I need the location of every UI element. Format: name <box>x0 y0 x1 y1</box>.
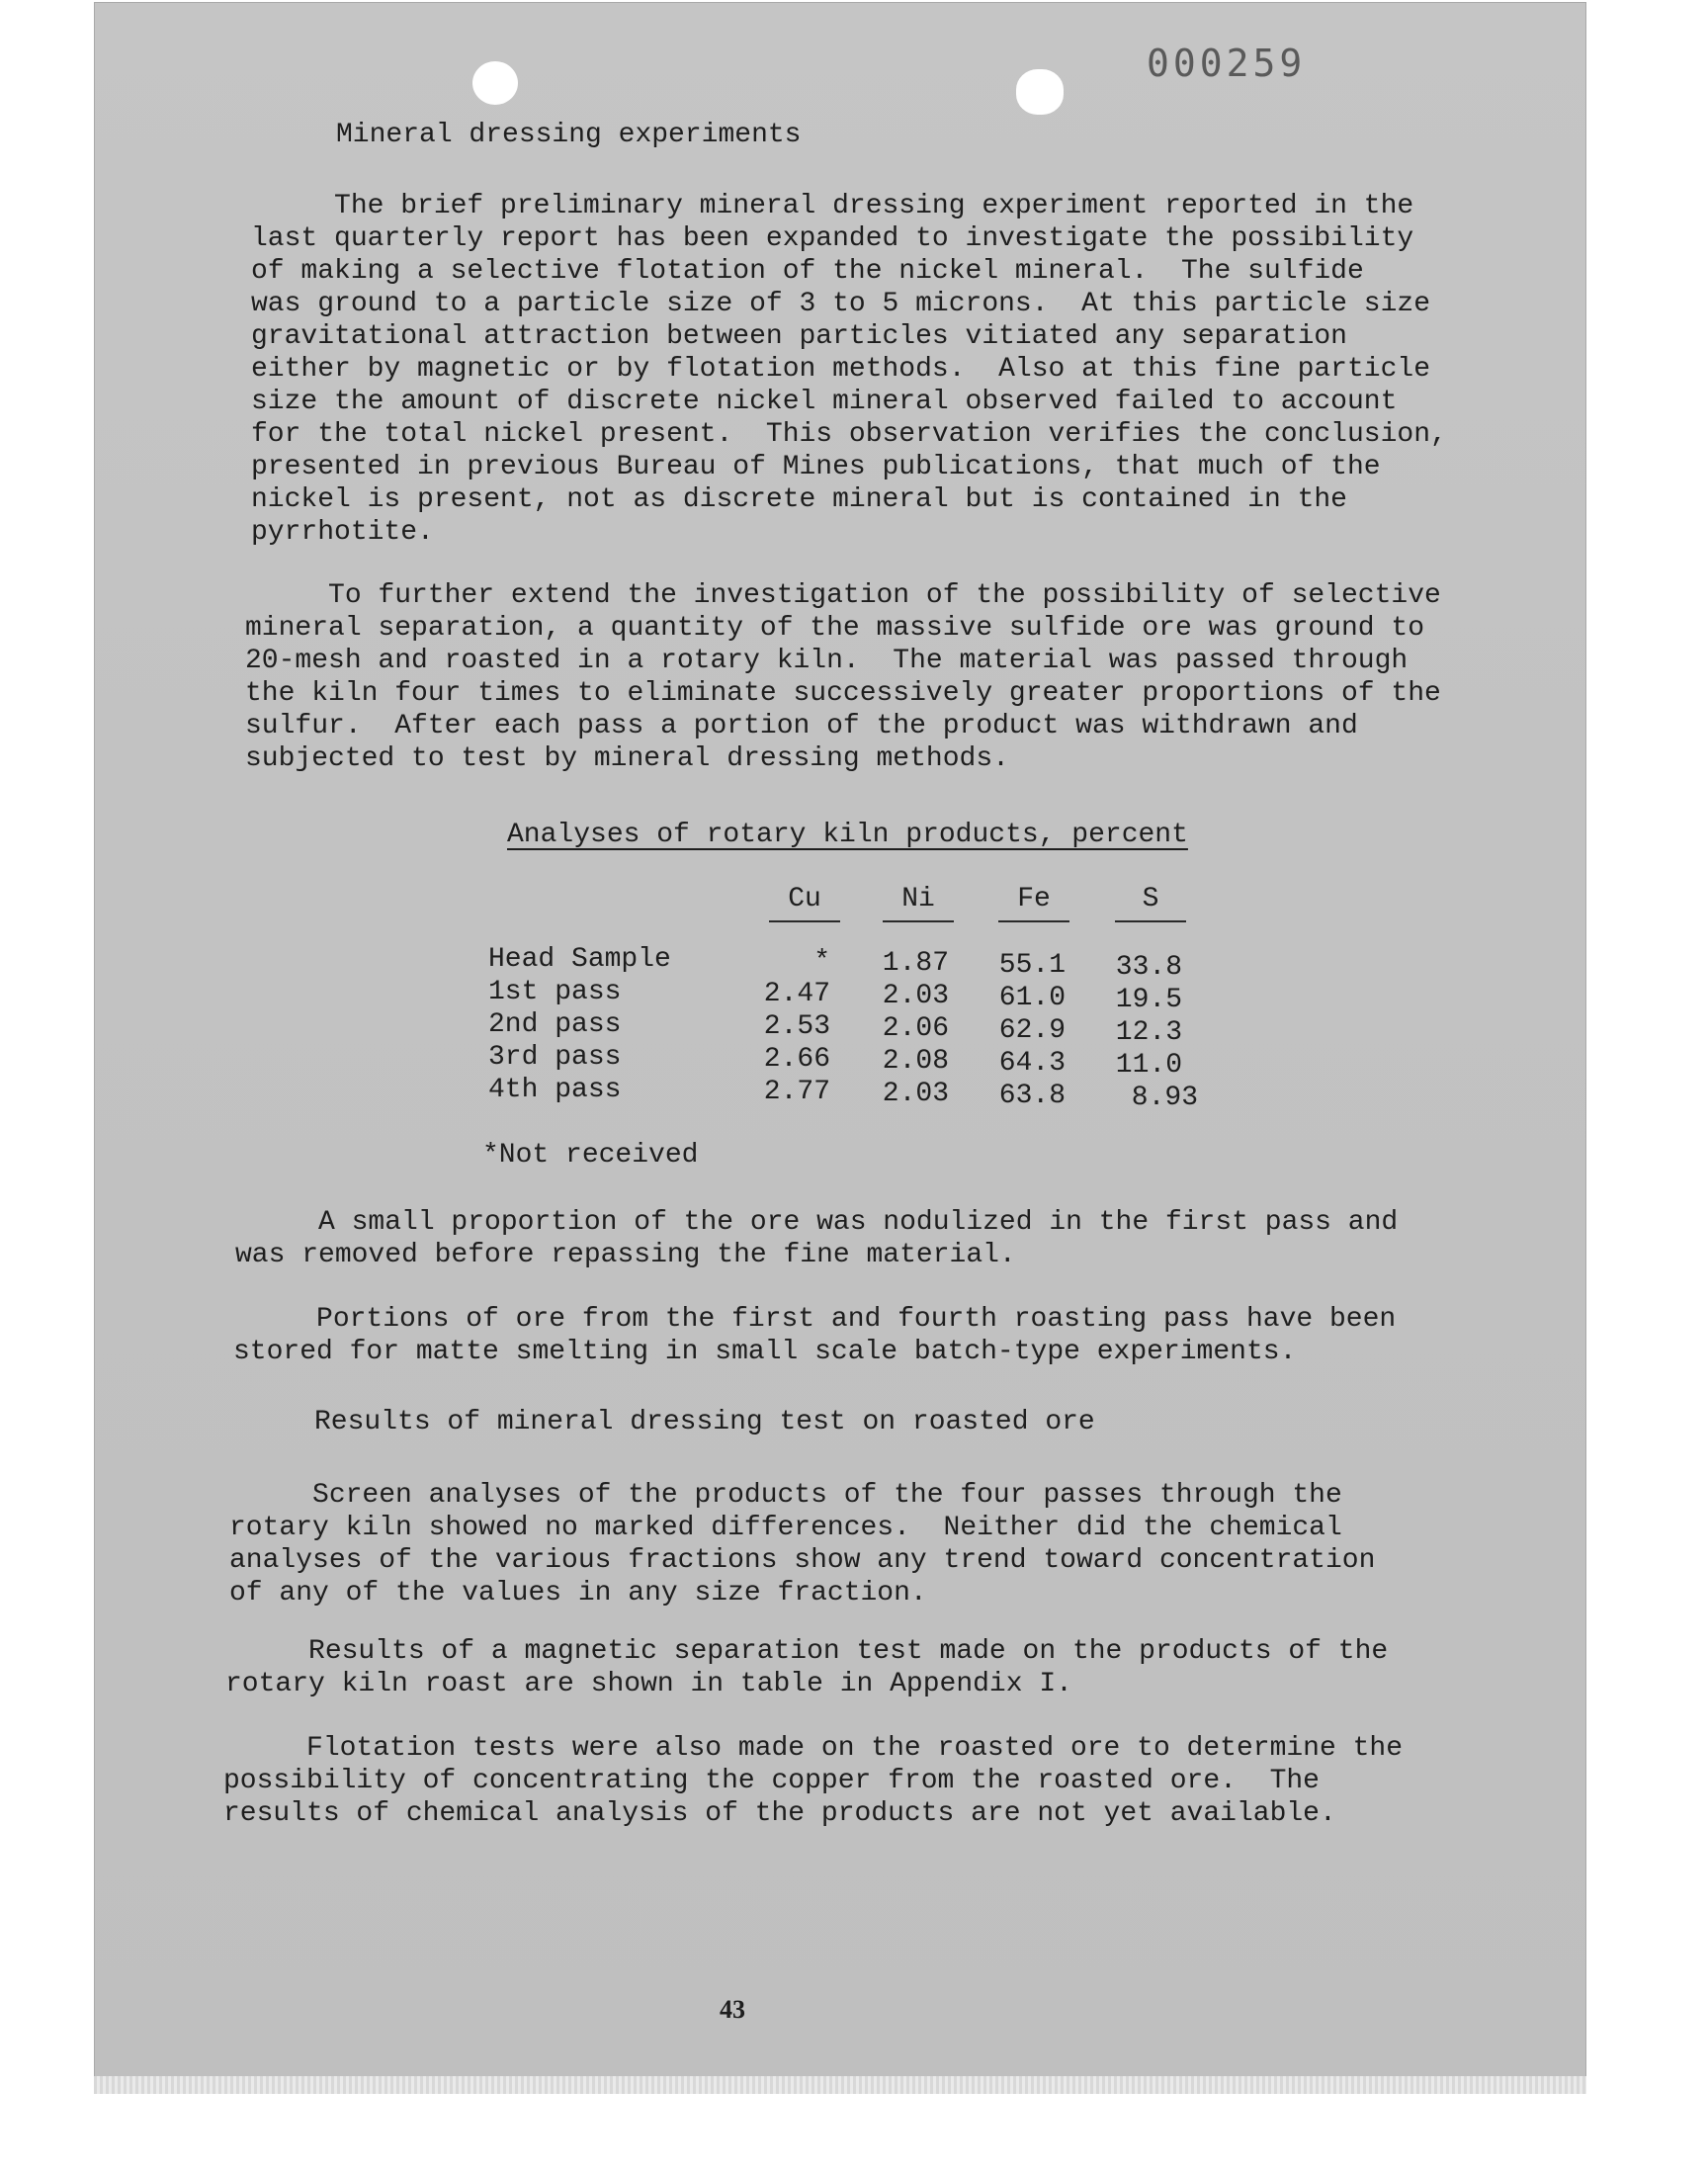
cell-s: 12.3 <box>1115 1017 1182 1048</box>
cell-s: 8.93 <box>1131 1083 1198 1113</box>
section-heading: Mineral dressing experiments <box>336 120 802 150</box>
column-header-fe: Fe <box>998 884 1069 922</box>
cell-ni: 2.06 <box>882 1013 949 1044</box>
row-label: Head Sample <box>488 944 671 975</box>
table-title: Analyses of rotary kiln products, percent <box>507 820 1188 850</box>
paragraph-1: The brief preliminary mineral dressing experiment reported in the last quarterly report has been expanded to investigate the possibility of making a selective flotation of the nickel mineral. The sulfide was ground to a particle size of 3 to 5 microns. At this particle size gravitational attraction between particles vitiated any separation either by magnetic or by flotation methods. Also at this fine particle size the amount of discrete nickel mineral observed failed to account for the total nickel present. This observation verifies the conclusion, presented in previous Bureau of Mines publications, that much of the nickel is present, not as discrete mineral but is contained in the pyrrhotite. <box>251 191 1447 548</box>
cell-ni: 2.03 <box>882 981 949 1011</box>
cell-s: 11.0 <box>1115 1050 1182 1081</box>
row-label: 2nd pass <box>488 1009 622 1040</box>
cell-fe: 63.8 <box>998 1081 1066 1111</box>
paragraph-3: A small proportion of the ore was nodulized in the first pass and was removed before repassing the fine material. <box>235 1207 1399 1270</box>
cell-cu: 2.66 <box>763 1044 830 1075</box>
column-header-cu: Cu <box>769 884 840 922</box>
cell-s: 33.8 <box>1115 952 1182 983</box>
paragraph-7: Flotation tests were also made on the roasted ore to determine the possibility of concentrating the copper from the roasted ore. The results of chemical analysis of the products are not yet available. <box>223 1733 1403 1829</box>
cell-ni: 2.08 <box>882 1046 949 1077</box>
cell-fe: 64.3 <box>998 1048 1066 1079</box>
cell-fe: 61.0 <box>998 983 1066 1013</box>
paragraph-4: Portions of ore from the first and fourth roasting pass have been stored for matte smelting in small scale batch-type experiments. <box>233 1304 1397 1367</box>
cell-cu: 2.77 <box>763 1077 830 1107</box>
punch-hole-left <box>472 61 518 105</box>
paragraph-2: To further extend the investigation of the possibility of selective mineral separation, a quantity of the massive sulfide ore was ground to 20-mesh and roasted in a rotary kiln. The material was passed through the kiln four times to eliminate successively greater proportions of the sulfur. After each pass a portion of the product was withdrawn and subjected to test by mineral dressing methods. <box>245 580 1441 774</box>
punch-hole-right <box>1016 69 1064 115</box>
page-number: 43 <box>720 1995 745 2024</box>
results-subheading: Results of mineral dressing test on roasted ore <box>314 1407 1095 1437</box>
cell-cu: * <box>813 946 830 977</box>
row-label: 4th pass <box>488 1075 622 1105</box>
cell-cu: 2.53 <box>763 1011 830 1042</box>
table-footnote: *Not received <box>482 1140 699 1171</box>
scan-edge-strip <box>94 2076 1586 2094</box>
cell-ni: 1.87 <box>882 948 949 979</box>
document-stamp-number: 000259 <box>1147 42 1307 85</box>
paragraph-6: Results of a magnetic separation test made on the products of the rotary kiln roast are shown in table in Appendix I. <box>225 1636 1389 1699</box>
cell-cu: 2.47 <box>763 979 830 1009</box>
cell-s: 19.5 <box>1115 985 1182 1015</box>
cell-fe: 62.9 <box>998 1015 1066 1046</box>
paragraph-5: Screen analyses of the products of the four passes through the rotary kiln showed no marked differences. Neither did the chemical analyses of the various fractions show any trend toward concentration of any of the values in any size fraction. <box>229 1480 1376 1609</box>
row-label: 1st pass <box>488 977 622 1007</box>
cell-ni: 2.03 <box>882 1079 949 1109</box>
cell-fe: 55.1 <box>998 950 1066 981</box>
column-header-s: S <box>1115 884 1186 922</box>
column-header-ni: Ni <box>883 884 954 922</box>
row-label: 3rd pass <box>488 1042 622 1073</box>
